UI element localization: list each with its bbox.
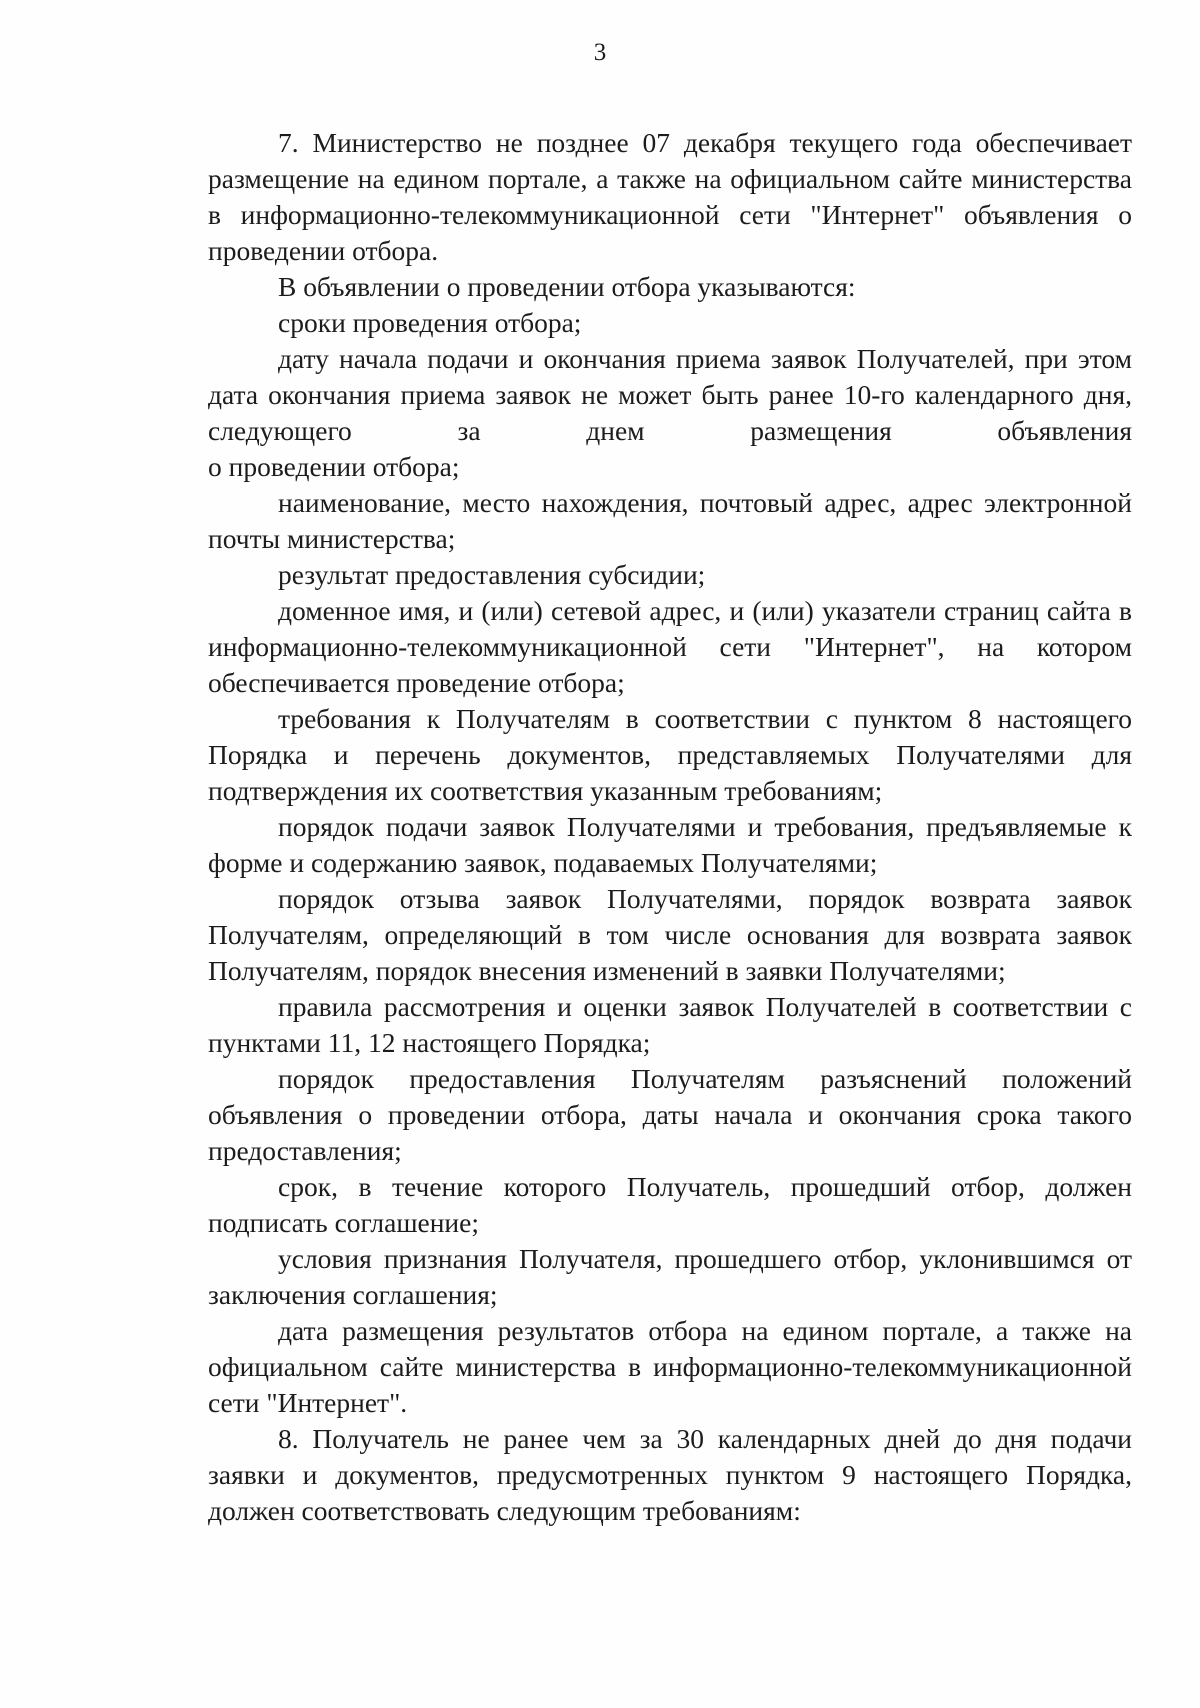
paragraph-evaluation-rules: правила рассмотрения и оценки заявок Получателей в соответствии с пунктами 11, 12 настоящего Порядка;: [208, 991, 1132, 1058]
paragraph-results-publication: дата размещения результатов отбора на едином портале, а также на официальном сайте министерства в информационно-телекоммуникационной сети "Интернет".: [208, 1315, 1132, 1418]
paragraph-item-8-requirements: 8. Получатель не ранее чем за 30 календарных дней до дня подачи заявки и документов, предусмотренных пунктом 9 настоящего Порядка, должен соответствовать следующим требованиям:: [208, 1423, 1132, 1526]
paragraph-announcement-contents: В объявлении о проведении отбора указываются:: [278, 271, 856, 302]
paragraph-item-7-announcement: 7. Министерство не позднее 07 декабря текущего года обеспечивает размещение на едином портале, а также на официальном сайте министерства в информационно-телекоммуникационной сети "Интернет" объявления о проведении отбора.: [208, 127, 1132, 266]
document-body: [208, 125, 1132, 1529]
paragraph-application-withdrawal: порядок отзыва заявок Получателями, порядок возврата заявок Получателям, определяющий в том числе основания для возврата заявок Получателям, порядок внесения изменений в заявки Получателями;: [208, 883, 1132, 986]
paragraph-application-procedure: порядок подачи заявок Получателями и требования, предъявляемые к форме и содержанию заявок, подаваемых Получателями;: [208, 811, 1132, 878]
page-number: 3: [593, 39, 607, 66]
paragraph-clarifications: порядок предоставления Получателям разъяснений положений объявления о проведении отбора, даты начала и окончания срока такого предоставления;: [208, 1063, 1132, 1166]
paragraph-selection-terms: сроки проведения отбора;: [278, 307, 582, 338]
paragraph-evasion-conditions: условия признания Получателя, прошедшего отбор, уклонившимся от заключения соглашения;: [208, 1243, 1132, 1310]
paragraph-application-dates: дату начала подачи и окончания приема заявок Получателей, при этом дата окончания приема заявок не может быть ранее 10-го календарного дня, следующего за днем размещения объявления: [208, 343, 1132, 446]
paragraph-recipient-requirements: требования к Получателям в соответствии с пунктом 8 настоящего Порядка и перечень документов, представляемых Получателями для подтверждения их соответствия указанным требованиям;: [208, 703, 1132, 806]
paragraph-subsidy-result: результат предоставления субсидии;: [278, 559, 706, 590]
paragraph-application-dates-continued: о проведении отбора;: [208, 451, 460, 482]
paragraph-domain-name: доменное имя, и (или) сетевой адрес, и (или) указатели страниц сайта в информационно-телекоммуникационной сети "Интернет", на котором обеспечивается проведение отбора;: [208, 595, 1132, 698]
paragraph-agreement-deadline: срок, в течение которого Получатель, прошедший отбор, должен подписать соглашение;: [208, 1171, 1132, 1238]
paragraph-ministry-contacts: наименование, место нахождения, почтовый адрес, адрес электронной почты министерства;: [208, 487, 1132, 554]
